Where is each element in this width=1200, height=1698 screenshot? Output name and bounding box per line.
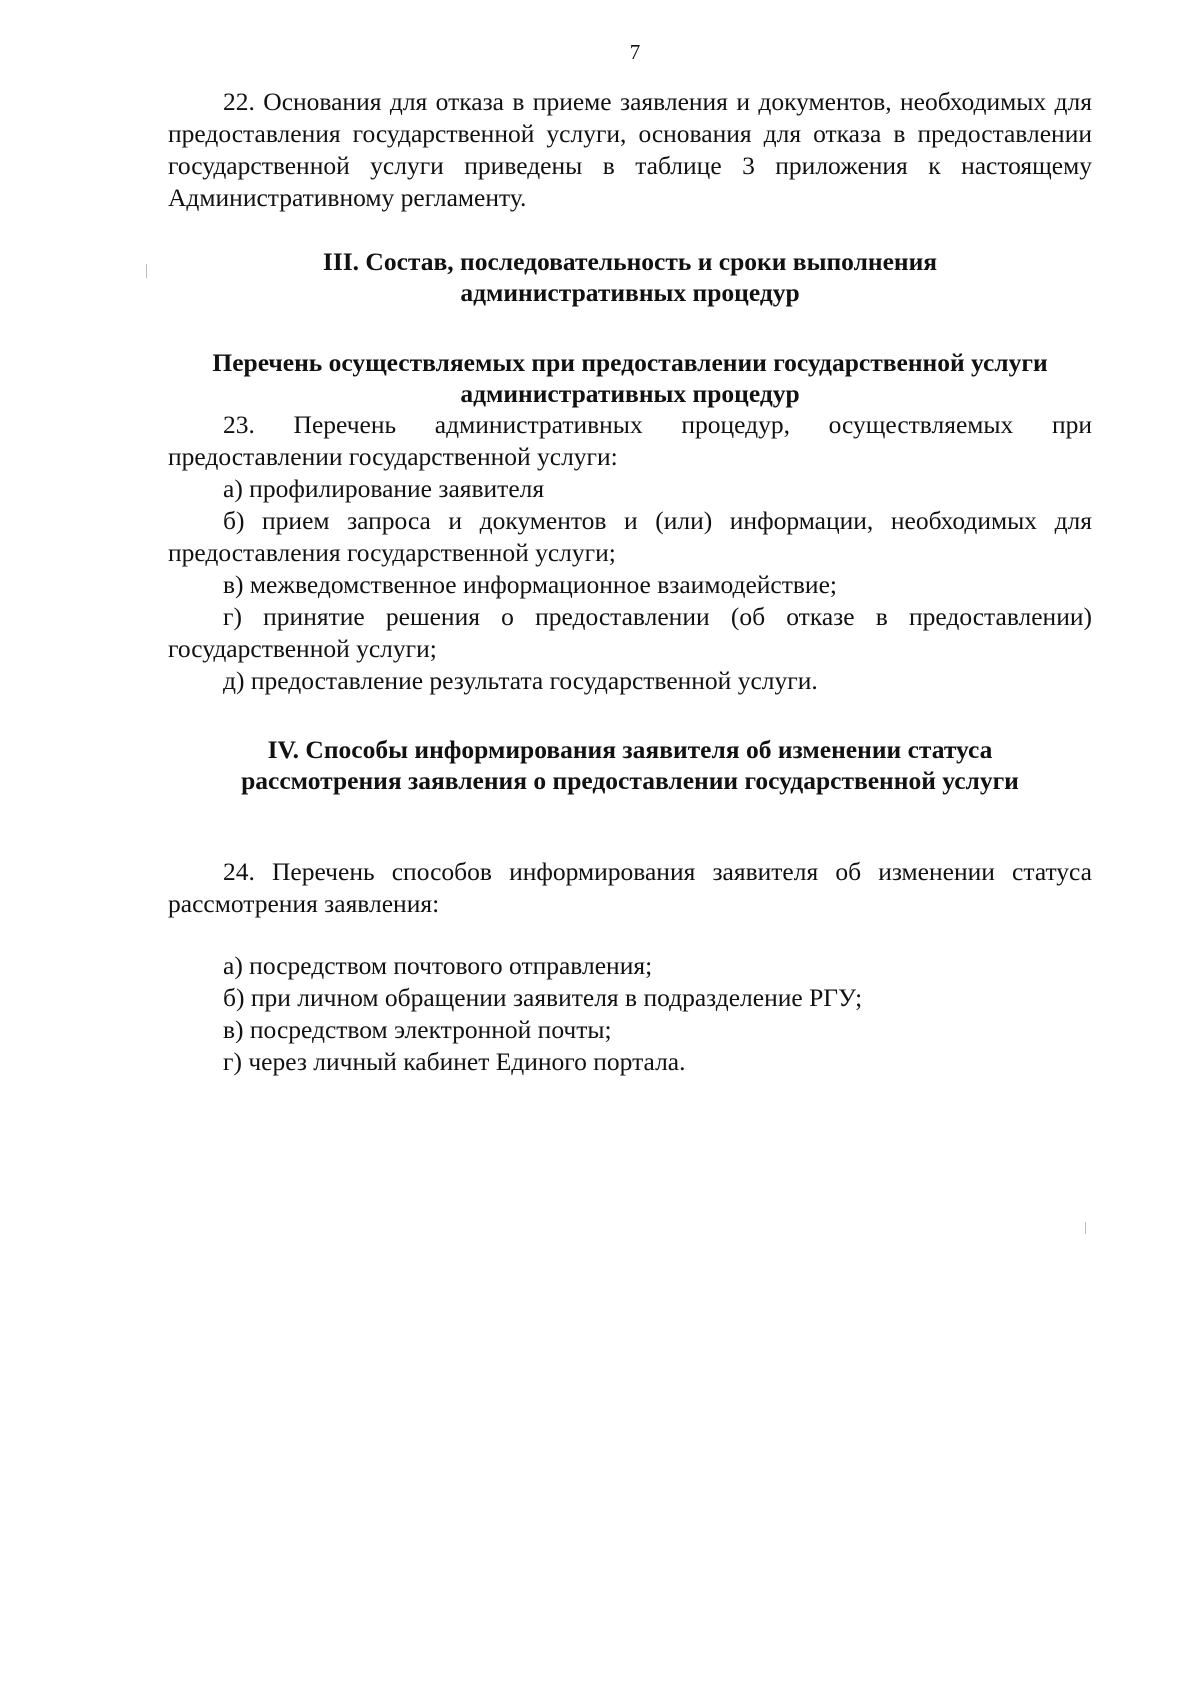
procedures-subheading-line-2: административных процедур [460,379,800,408]
list-item: б) при личном обращении заявителя в подразделение РГУ; [223,983,863,1012]
page-number: 7 [629,40,641,64]
scan-mark-right [1085,1222,1086,1234]
procedures-subheading [168,347,1092,409]
paragraph-24-list [168,950,1092,1078]
scan-mark-left [146,264,147,278]
list-item: в) посредством электронной почты; [223,1015,612,1044]
procedures-subheading-line-1: Перечень осуществляемых при предоставлении государственной услуги [212,348,1048,377]
list-item: б) прием запроса и документов и (или) информации, необходимых для предоставления государственной услуги; [168,506,1092,567]
section-4-heading [168,734,1092,796]
list-item: д) предоставление результата государственной услуги. [223,666,818,695]
section-4-heading-line-1: IV. Способы информирования заявителя об изменении статуса [267,735,993,764]
paragraph-24-block [168,856,1092,920]
list-item: г) через личный кабинет Единого портала. [223,1047,686,1076]
paragraph-22-block [168,86,1092,214]
paragraph-24-intro: 24. Перечень способов информирования заявителя об изменении статуса рассмотрения заявления: [168,857,1092,918]
section-3-heading [168,246,1092,308]
section-4-heading-line-2: рассмотрения заявления о предоставлении государственной услуги [241,766,1019,795]
paragraph-23-intro: 23. Перечень административных процедур, осуществляемых при предоставлении государственной услуги: [168,410,1092,471]
paragraph-22: 22. Основания для отказа в приеме заявления и документов, необходимых для предоставления государственной услуги, основания для отказа в предоставлении государственной услуги приведены в таблице 3 приложения к настоящему Административному регламенту. [168,87,1092,212]
paragraph-23-block [168,409,1092,697]
list-item: г) принятие решения о предоставлении (об отказе в предоставлении) государственной услуги; [168,602,1092,663]
section-3-heading-line-2: административных процедур [460,278,800,307]
section-3-heading-line-1: III. Состав, последовательность и сроки выполнения [322,247,938,276]
list-item: а) посредством почтового отправления; [223,951,653,980]
list-item: в) межведомственное информационное взаимодействие; [223,570,837,599]
list-item: а) профилирование заявителя [223,474,545,503]
